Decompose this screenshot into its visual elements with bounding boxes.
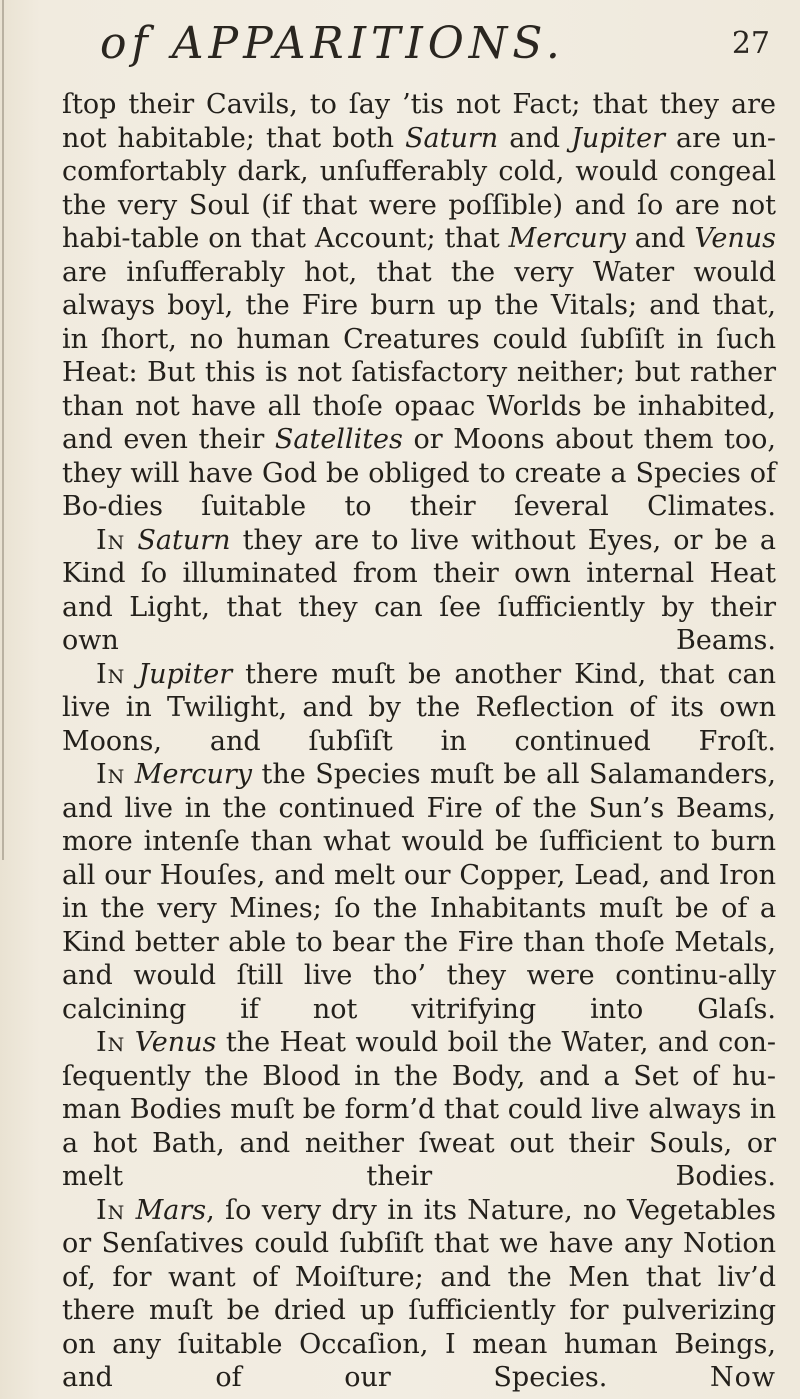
page-number: 27	[731, 26, 770, 61]
gutter-edge	[2, 0, 4, 860]
paragraph-lead: In	[96, 759, 126, 790]
paragraph: In Saturn they are to live without Eyes, or be a Kind ſo illuminated from their own internal Heat and Light, that they can ſee ſufficiently by their own Beams.	[62, 524, 777, 656]
page-header	[0, 0, 800, 78]
paragraph-lead: In	[96, 524, 126, 556]
catchword: Now	[710, 1362, 776, 1393]
paragraph-lead: In	[96, 658, 126, 690]
paragraph: ſtop their Cavils, to ſay ’tis not Fact; that they are not habitable; that both Saturn and Jupiter are un-comfortably dark, unſufferably cold, would congeal the very Soul (if that were poſſible) and ſo are not habi-table on that Account; that Mercury and Venus are inſufferably hot, that the very Water would always boyl, the Fire burn up the Vitals; and that, in ſhort, no human Creatures could ſubſiſt in ſuch Heat: But this is not ſatisfactory neither; but rather than not have all thoſe opaac Worlds be inhabited, and even their Satellites or Moons about them too, they will have God be obliged to create a Species of Bo-dies ſuitable to their ſeveral Climates.	[62, 89, 776, 522]
running-head: of APPARITIONS.	[100, 18, 565, 69]
paragraph-lead: In	[96, 1194, 126, 1226]
paragraph: In Venus the Heat would boil the Water, and con-ſequently the Blood in the Body, and a Set of hu-man Bodies muſt be form’d that could live always in a hot Bath, and neither ſweat out their Souls, or melt their Bodies.	[62, 1027, 776, 1192]
paragraph: In Mars, ſo very dry in its Nature, no Vegetables or Senſatives could ſubſiſt that we have any Notion of, for want of Moiſture; and the Men that liv’d there muſt be dried up ſufficiently for pulverizing on any ſuitable Occaſion, I mean human Beings, and of our Species. Now	[62, 1194, 776, 1393]
body-text	[62, 88, 776, 1395]
paragraph: In Jupiter there muſt be another Kind, that can live in Twilight, and by the Reflection of its own Moons, and ſubſiſt in continued Froſt.	[62, 658, 777, 757]
paragraph: In Mercury the Species muſt be all Salamanders, and live in the continued Fire of the Sun’s Beams, more intenſe than what would be ſufficient to burn all our Houſes, and melt our Copper, Lead, and Iron in the very Mines; ſo the Inhabitants muſt be of a Kind better able to bear the Fire than thoſe Metals, and would ſtill live tho’ they were continu-ally calcining if not vitrifying into Glaſs.	[62, 759, 776, 1025]
paragraph-lead: In	[96, 1027, 126, 1058]
